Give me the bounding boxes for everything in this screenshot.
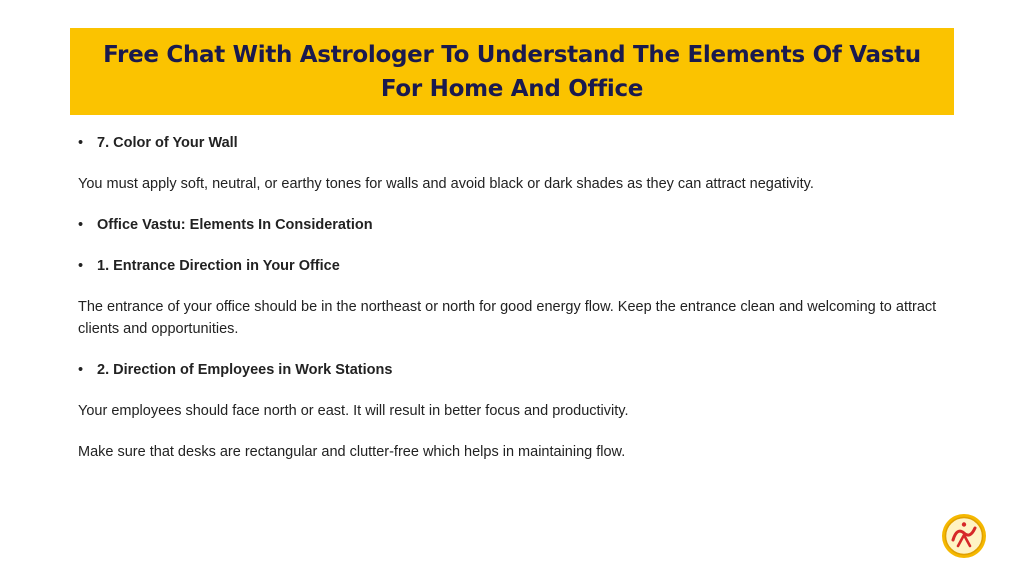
bullet-dot: •: [78, 258, 84, 274]
bullet-dot: •: [78, 217, 84, 233]
bullet-dot: •: [78, 135, 84, 151]
paragraph-desk-shape: Make sure that desks are rectangular and clutter-free which helps in maintaining flow.: [78, 444, 626, 460]
bullet-dot: •: [78, 362, 84, 378]
bullet-heading-wall-color: [78, 132, 958, 154]
bullet-heading-entrance-direction: [78, 255, 958, 277]
paragraph-entrance-direction: The entrance of your office should be in the northeast or north for good energy flow. Keep the entrance clean and welcoming to attract clients and opportunities.: [78, 299, 937, 337]
paragraph-employee-direction: Your employees should face north or east. It will result in better focus and productivity.: [78, 403, 629, 419]
logo-dot: [962, 522, 966, 526]
bullet-heading-text: Office Vastu: Elements In Consideration: [97, 217, 373, 233]
astrology-brand-logo-icon: [941, 513, 987, 559]
bullet-heading-text: 1. Entrance Direction in Your Office: [97, 258, 340, 274]
content-body: [78, 132, 958, 482]
title-banner: [70, 28, 954, 115]
page-title: Free Chat With Astrologer To Understand The Elements Of Vastu For Home And Office: [103, 41, 921, 102]
bullet-heading-text: 7. Color of Your Wall: [97, 135, 238, 151]
bullet-heading-text: 2. Direction of Employees in Work Stations: [97, 362, 393, 378]
bullet-heading-office-vastu: [78, 214, 958, 236]
bullet-heading-employee-direction: [78, 359, 958, 381]
paragraph-wall-color: You must apply soft, neutral, or earthy tones for walls and avoid black or dark shades as they can attract negativity.: [78, 176, 814, 192]
